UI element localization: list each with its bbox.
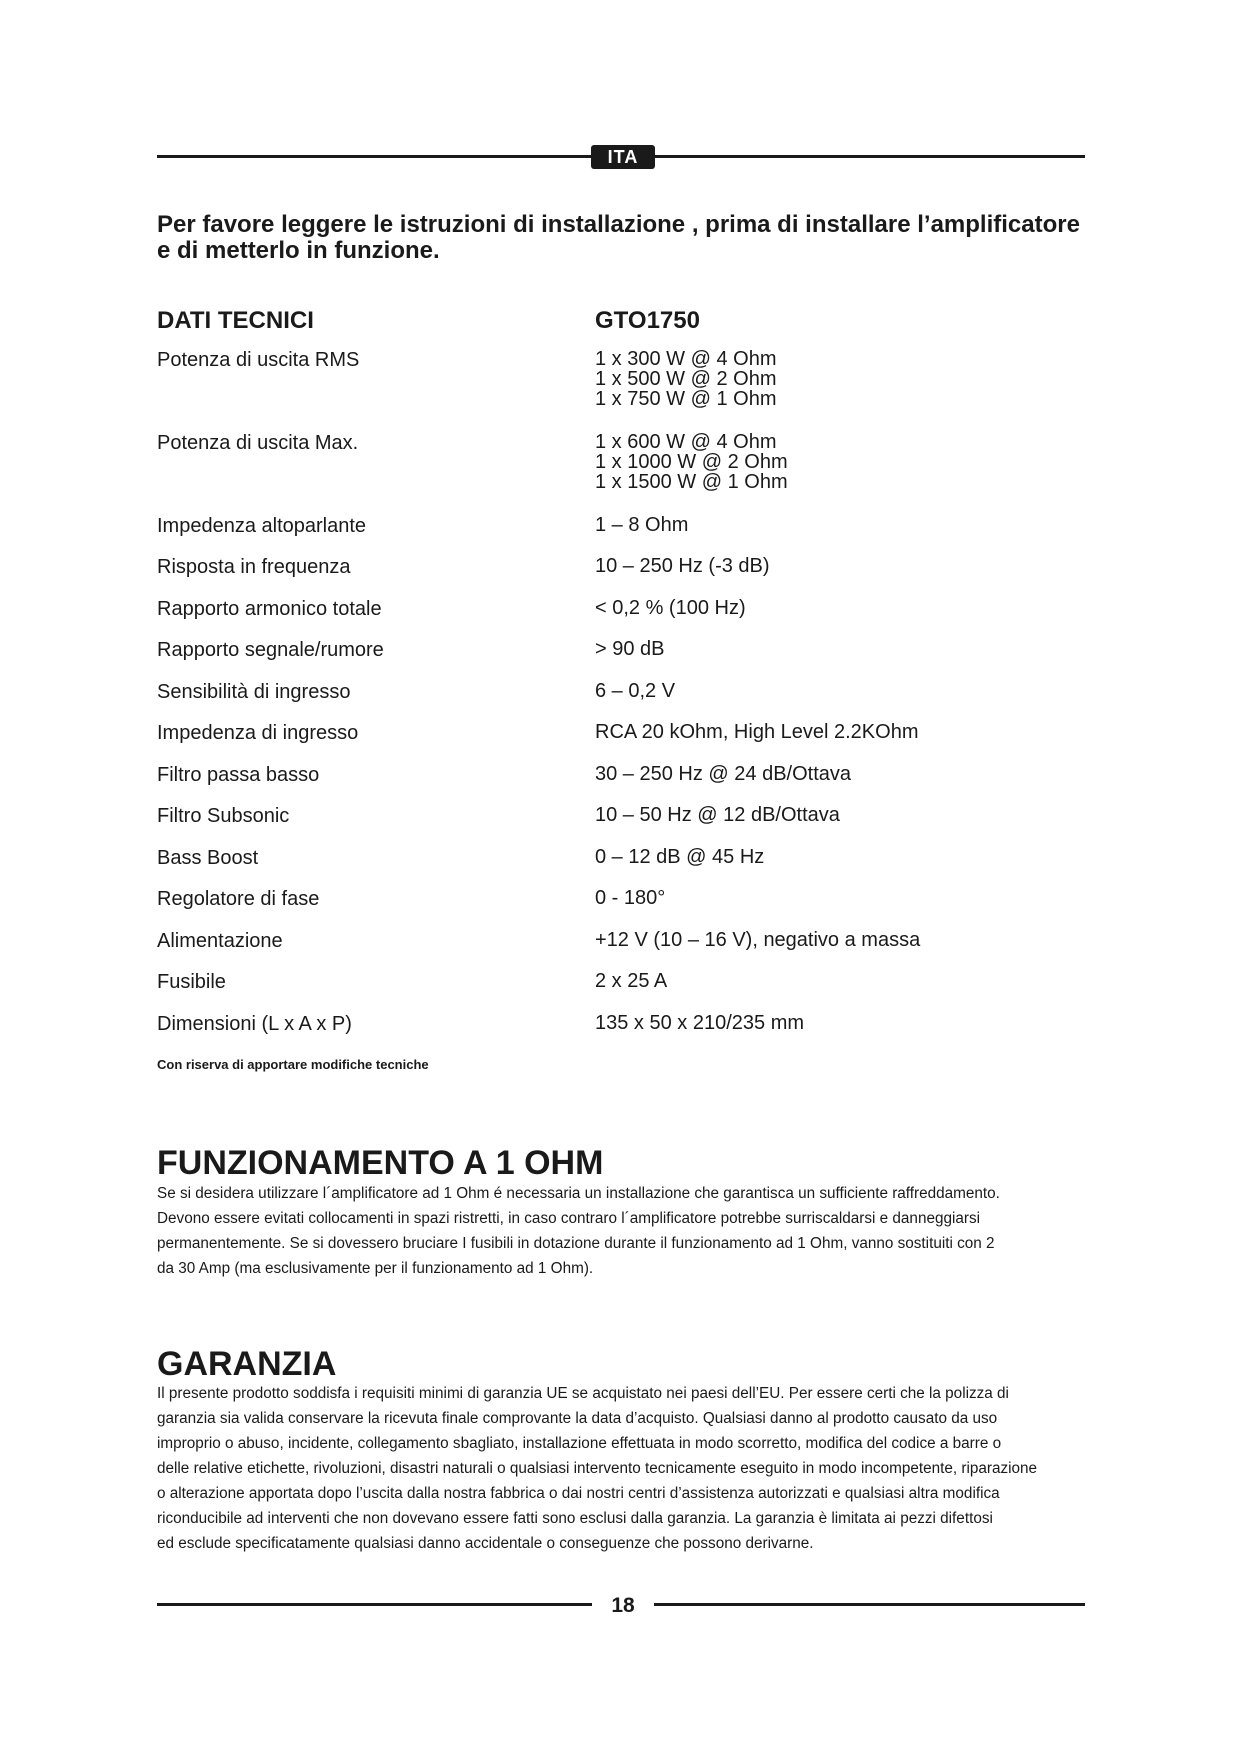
- spec-value: 1 x 600 W @ 4 Ohm: [595, 431, 777, 453]
- spec-values: [595, 598, 746, 618]
- spec-values: [595, 515, 688, 535]
- spec-label: Filtro Subsonic: [157, 805, 290, 827]
- ohm-line: Devono essere evitati collocamenti in spazi ristretti, in caso contraro l´amplificatore potrebbe surriscaldarsi e danneggiarsi: [157, 1210, 981, 1227]
- spec-value: 1 x 500 W @ 2 Ohm: [595, 368, 777, 390]
- spec-value: +12 V (10 – 16 V), negativo a massa: [595, 929, 921, 951]
- spec-values: [595, 432, 788, 492]
- intro-text: Per favore leggere le istruzioni di installazione , prima di installare l’amplificatore e di metterlo in funzione.: [157, 211, 1080, 264]
- spec-values: [595, 349, 776, 409]
- spec-value: 10 – 50 Hz @ 12 dB/Ottava: [595, 804, 840, 826]
- warranty-line: riconducibile ad interventi che non dovevano essere fatti sono esclusi dalla garanzia. La garanzia è limitata ai pezzi difettosi: [157, 1510, 993, 1527]
- warranty-line: garanzia sia valida conservare la ricevuta finale comprovante la data d’acquisto. Qualsiasi danno al prodotto causato da uso: [157, 1410, 998, 1427]
- spec-value: 0 – 12 dB @ 45 Hz: [595, 846, 765, 868]
- warranty-line: delle relative etichette, rivoluzioni, disastri naturali o qualsiasi intervento tecnicamente eseguito in modo incompetente, riparazione: [157, 1460, 1038, 1477]
- spec-value: > 90 dB: [595, 638, 665, 660]
- warranty-line: ed esclude specificatamente qualsiasi danno accidentale o conseguenze che possono derivarne.: [157, 1535, 814, 1552]
- ohm-line: da 30 Amp (ma esclusivamente per il funzionamento ad 1 Ohm).: [157, 1260, 594, 1277]
- model-heading: GTO1750: [595, 307, 700, 334]
- ohm-line: Se si desidera utilizzare l´amplificatore ad 1 Ohm é necessaria un installazione che garantisca un sufficiente raffreddamento.: [157, 1185, 1000, 1202]
- header-rule-right: [655, 155, 1085, 158]
- spec-values: [595, 722, 918, 742]
- footer-rule-left: [157, 1603, 592, 1606]
- spec-value: 1 x 1000 W @ 2 Ohm: [595, 451, 788, 473]
- spec-label: Rapporto segnale/rumore: [157, 639, 384, 661]
- spec-value: 1 x 300 W @ 4 Ohm: [595, 348, 777, 370]
- spec-label: Filtro passa basso: [157, 764, 320, 786]
- footer-rule-right: [654, 1603, 1085, 1606]
- spec-values: [595, 556, 770, 576]
- language-badge: ITA: [591, 145, 655, 169]
- spec-values: [595, 971, 667, 991]
- spec-label: Bass Boost: [157, 847, 259, 869]
- spec-label: Potenza di uscita RMS: [157, 349, 360, 371]
- spec-value: 10 – 250 Hz (-3 dB): [595, 555, 770, 577]
- header-rule-left: [157, 155, 591, 158]
- spec-values: [595, 847, 764, 867]
- page-number: 18: [611, 1594, 635, 1617]
- spec-value: 1 x 750 W @ 1 Ohm: [595, 388, 777, 410]
- spec-value: < 0,2 % (100 Hz): [595, 597, 746, 619]
- warranty-line: o alterazione apportata dopo l’uscita dalla nostra fabbrica o dai nostri centri d’assistenza autorizzati e qualsiasi altra modifica: [157, 1485, 1000, 1502]
- warranty-line: Il presente prodotto soddisfa i requisiti minimi di garanzia UE se acquistato nei paesi dell’EU. Per essere certi che la polizza di: [157, 1385, 1009, 1402]
- ohm-section-title: FUNZIONAMENTO A 1 OHM: [157, 1144, 604, 1182]
- spec-label: Alimentazione: [157, 930, 283, 952]
- spec-values: [595, 681, 675, 701]
- specs-heading: DATI TECNICI: [157, 307, 314, 334]
- spec-value: 2 x 25 A: [595, 970, 668, 992]
- ohm-section-body: [157, 1181, 1097, 1281]
- spec-label: Fusibile: [157, 971, 226, 993]
- ohm-line: permanentemente. Se si dovessero bruciare I fusibili in dotazione durante il funzionamento ad 1 Ohm, vanno sostituiti con 2: [157, 1235, 995, 1252]
- spec-value: 6 – 0,2 V: [595, 680, 676, 702]
- spec-value: 135 x 50 x 210/235 mm: [595, 1012, 805, 1034]
- spec-value: RCA 20 kOhm, High Level 2.2KOhm: [595, 721, 919, 743]
- warranty-section-title: GARANZIA: [157, 1345, 337, 1383]
- spec-value: 1 – 8 Ohm: [595, 514, 689, 536]
- spec-label: Impedenza altoparlante: [157, 515, 367, 537]
- spec-footnote: Con riserva di apportare modifiche tecniche: [157, 1057, 429, 1072]
- spec-label: Sensibilità di ingresso: [157, 681, 351, 703]
- spec-values: [595, 888, 665, 908]
- spec-value: 0 - 180°: [595, 887, 666, 909]
- spec-value: 1 x 1500 W @ 1 Ohm: [595, 471, 788, 493]
- spec-values: [595, 930, 920, 950]
- warranty-section-body: [157, 1381, 1097, 1556]
- spec-label: Dimensioni (L x A x P): [157, 1013, 352, 1035]
- spec-value: 30 – 250 Hz @ 24 dB/Ottava: [595, 763, 852, 785]
- spec-values: [595, 764, 851, 784]
- spec-label: Potenza di uscita Max.: [157, 432, 359, 454]
- spec-values: [595, 805, 840, 825]
- warranty-line: improprio o abuso, incidente, collegamento sbagliato, installazione effettuata in modo scorretto, modifica del codice a barre o: [157, 1435, 1002, 1452]
- spec-label: Impedenza di ingresso: [157, 722, 359, 744]
- spec-values: [595, 1013, 804, 1033]
- spec-label: Regolatore di fase: [157, 888, 320, 910]
- spec-label: Rapporto armonico totale: [157, 598, 382, 620]
- spec-label: Risposta in frequenza: [157, 556, 351, 578]
- spec-values: [595, 639, 665, 659]
